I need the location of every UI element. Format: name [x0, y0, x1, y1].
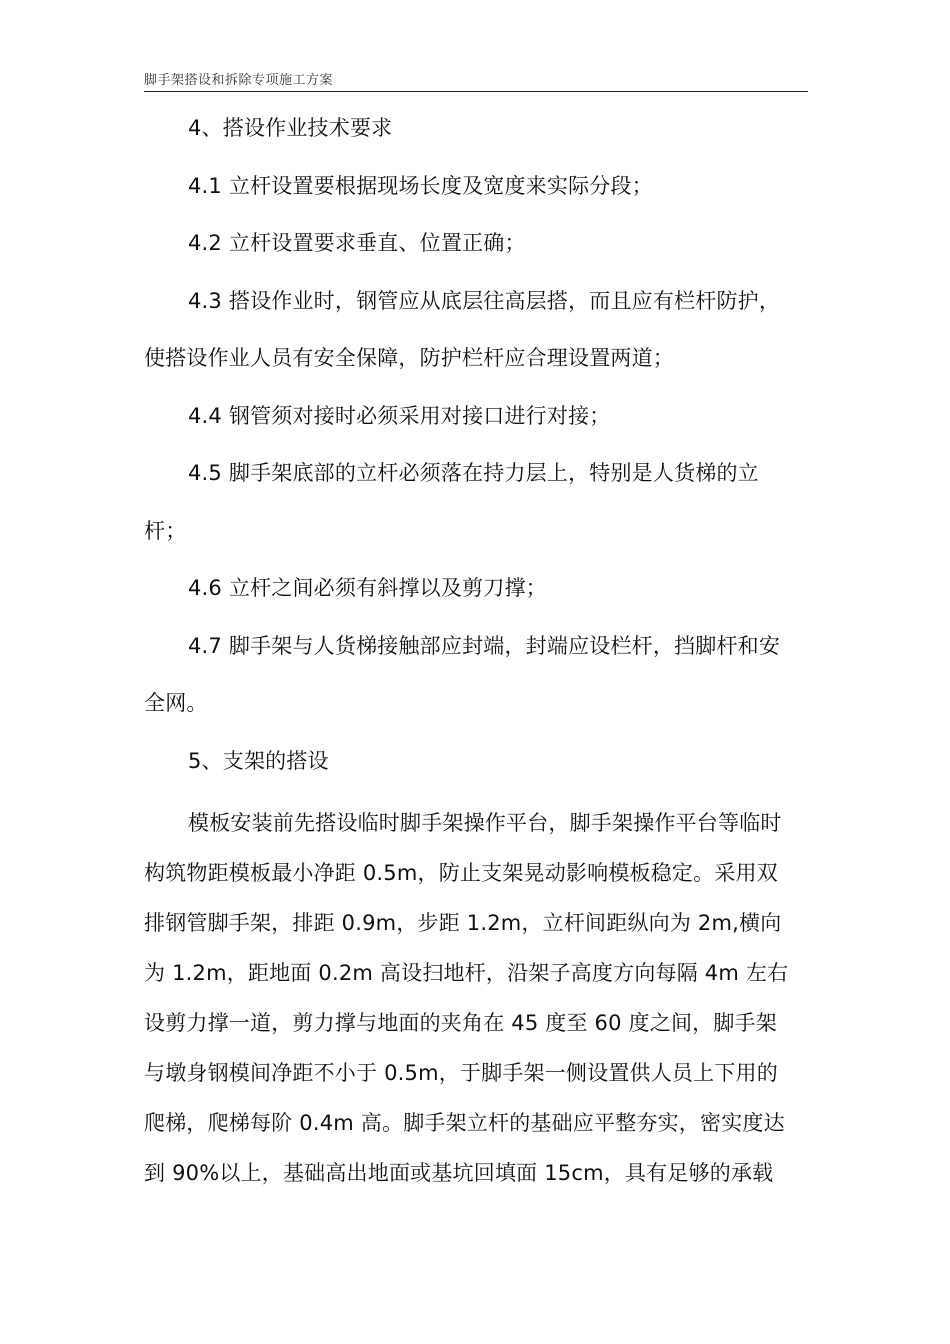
- page-header: [144, 69, 808, 92]
- paragraph-5-line-5: 设剪力撑一道，剪力撑与地面的夹角在 45 度至 60 度之间，脚手架: [144, 1011, 777, 1035]
- paragraph-4-7-line-1: 4.7 脚手架与人货梯接触部应封端，封端应设栏杆，挡脚杆和安: [188, 634, 781, 658]
- paragraph-5-line-7: 爬梯，爬梯每阶 0.4m 高。脚手架立杆的基础应平整夯实，密实度达: [144, 1111, 785, 1135]
- paragraph-4-4: 4.4 钢管须对接时必须采用对接口进行对接；: [188, 404, 611, 428]
- paragraph-5-line-1: 模板安装前先搭设临时脚手架操作平台，脚手架操作平台等临时: [188, 811, 782, 835]
- paragraph-4-5-line-1: 4.5 脚手架底部的立杆必须落在持力层上，特别是人货梯的立: [188, 461, 759, 485]
- paragraph-4-7-line-2: 全网。: [144, 691, 208, 715]
- paragraph-5-line-8: 到 90%以上，基础高出地面或基坑回填面 15cm，具有足够的承载: [144, 1161, 774, 1185]
- paragraph-5-line-3: 排钢管脚手架，排距 0.9m，步距 1.2m，立杆间距纵向为 2m,横向: [144, 911, 782, 935]
- paragraph-5-line-2: 构筑物距模板最小净距 0.5m，防止支架晃动影响模板稳定。采用双: [144, 861, 778, 885]
- paragraph-4-2: 4.2 立杆设置要求垂直、位置正确；: [188, 231, 526, 255]
- paragraph-4-3-line-2: 使搭设作业人员有安全保障，防护栏杆应合理设置两道；: [144, 346, 674, 370]
- section-heading-5: 5、支架的搭设: [188, 749, 329, 773]
- header-title: 脚手架搭设和拆除专项施工方案: [144, 73, 334, 88]
- paragraph-4-1: 4.1 立杆设置要根据现场长度及宽度来实际分段；: [188, 174, 653, 198]
- section-heading-4: 4、搭设作业技术要求: [188, 116, 393, 140]
- paragraph-4-6: 4.6 立杆之间必须有斜撑以及剪刀撑；: [188, 576, 547, 600]
- paragraph-4-3-line-1: 4.3 搭设作业时，钢管应从底层往高层搭，而且应有栏杆防护，: [188, 289, 781, 313]
- paragraph-5-line-4: 为 1.2m，距地面 0.2m 高设扫地杆，沿架子高度方向每隔 4m 左右: [144, 961, 789, 985]
- paragraph-4-5-line-2: 杆；: [144, 519, 187, 543]
- paragraph-5-line-6: 与墩身钢模间净距不小于 0.5m，于脚手架一侧设置供人员上下用的: [144, 1061, 778, 1085]
